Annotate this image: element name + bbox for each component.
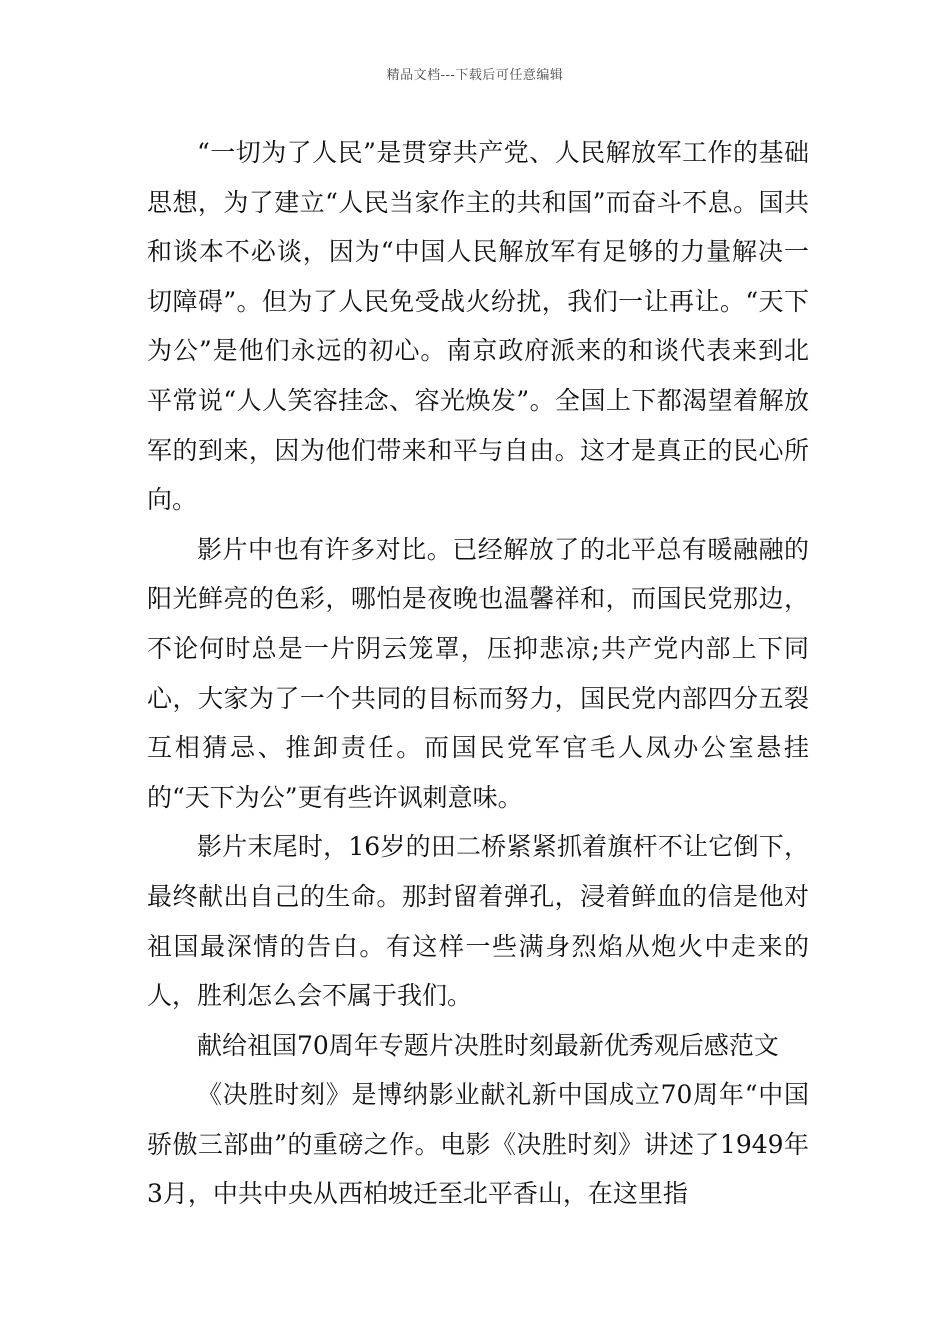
paragraph: 影片末尾时，16岁的田二桥紧紧抓着旗杆不让它倒下，最终献出自己的生命。那封留着弹孔，浸着鲜血的信是他对祖国最深情的告白。有这样一些满身烈焰从炮火中走来的人，胜利怎么会不属于我们。 xyxy=(147,832,809,1011)
section-title: 献给祖国70周年专题片决胜时刻最新优秀观后感范文 xyxy=(197,1030,779,1060)
page-header: 精品文档---下载后可任意编辑 xyxy=(386,68,564,83)
paragraph: 影片中也有许多对比。已经解放了的北平总有暖融融的阳光鲜亮的色彩，哪怕是夜晚也温馨祥和，而国民党那边，不论何时总是一片阴云笼罩，压抑悲凉;共产党内部上下同心，大家为了一个共同的目标而努力，国民党内部四分五裂互相猜忌、推卸责任。而国民党军官毛人凤办公室悬挂的“天下为公”更有些许讽刺意味。 xyxy=(147,534,809,812)
document-body xyxy=(147,128,809,1219)
paragraph: “一切为了人民”是贯穿共产党、人民解放军工作的基础思想，为了建立“人民当家作主的共和国”而奋斗不息。国共和谈本不必谈，因为“中国人民解放军有足够的力量解决一切障碍”。但为了人民免受战火纷扰，我们一让再让。“天下为公”是他们永远的初心。南京政府派来的和谈代表来到北平常说“人人笑容挂念、容光焕发”。全国上下都渴望着解放军的到来，因为他们带来和平与自由。这才是真正的民心所向。 xyxy=(147,138,809,515)
paragraph: 《决胜时刻》是博纳影业献礼新中国成立70周年“中国骄傲三部曲”的重磅之作。电影《决胜时刻》讲述了1949年3月，中共中央从西柏坡迁至北平香山，在这里指 xyxy=(147,1080,809,1209)
